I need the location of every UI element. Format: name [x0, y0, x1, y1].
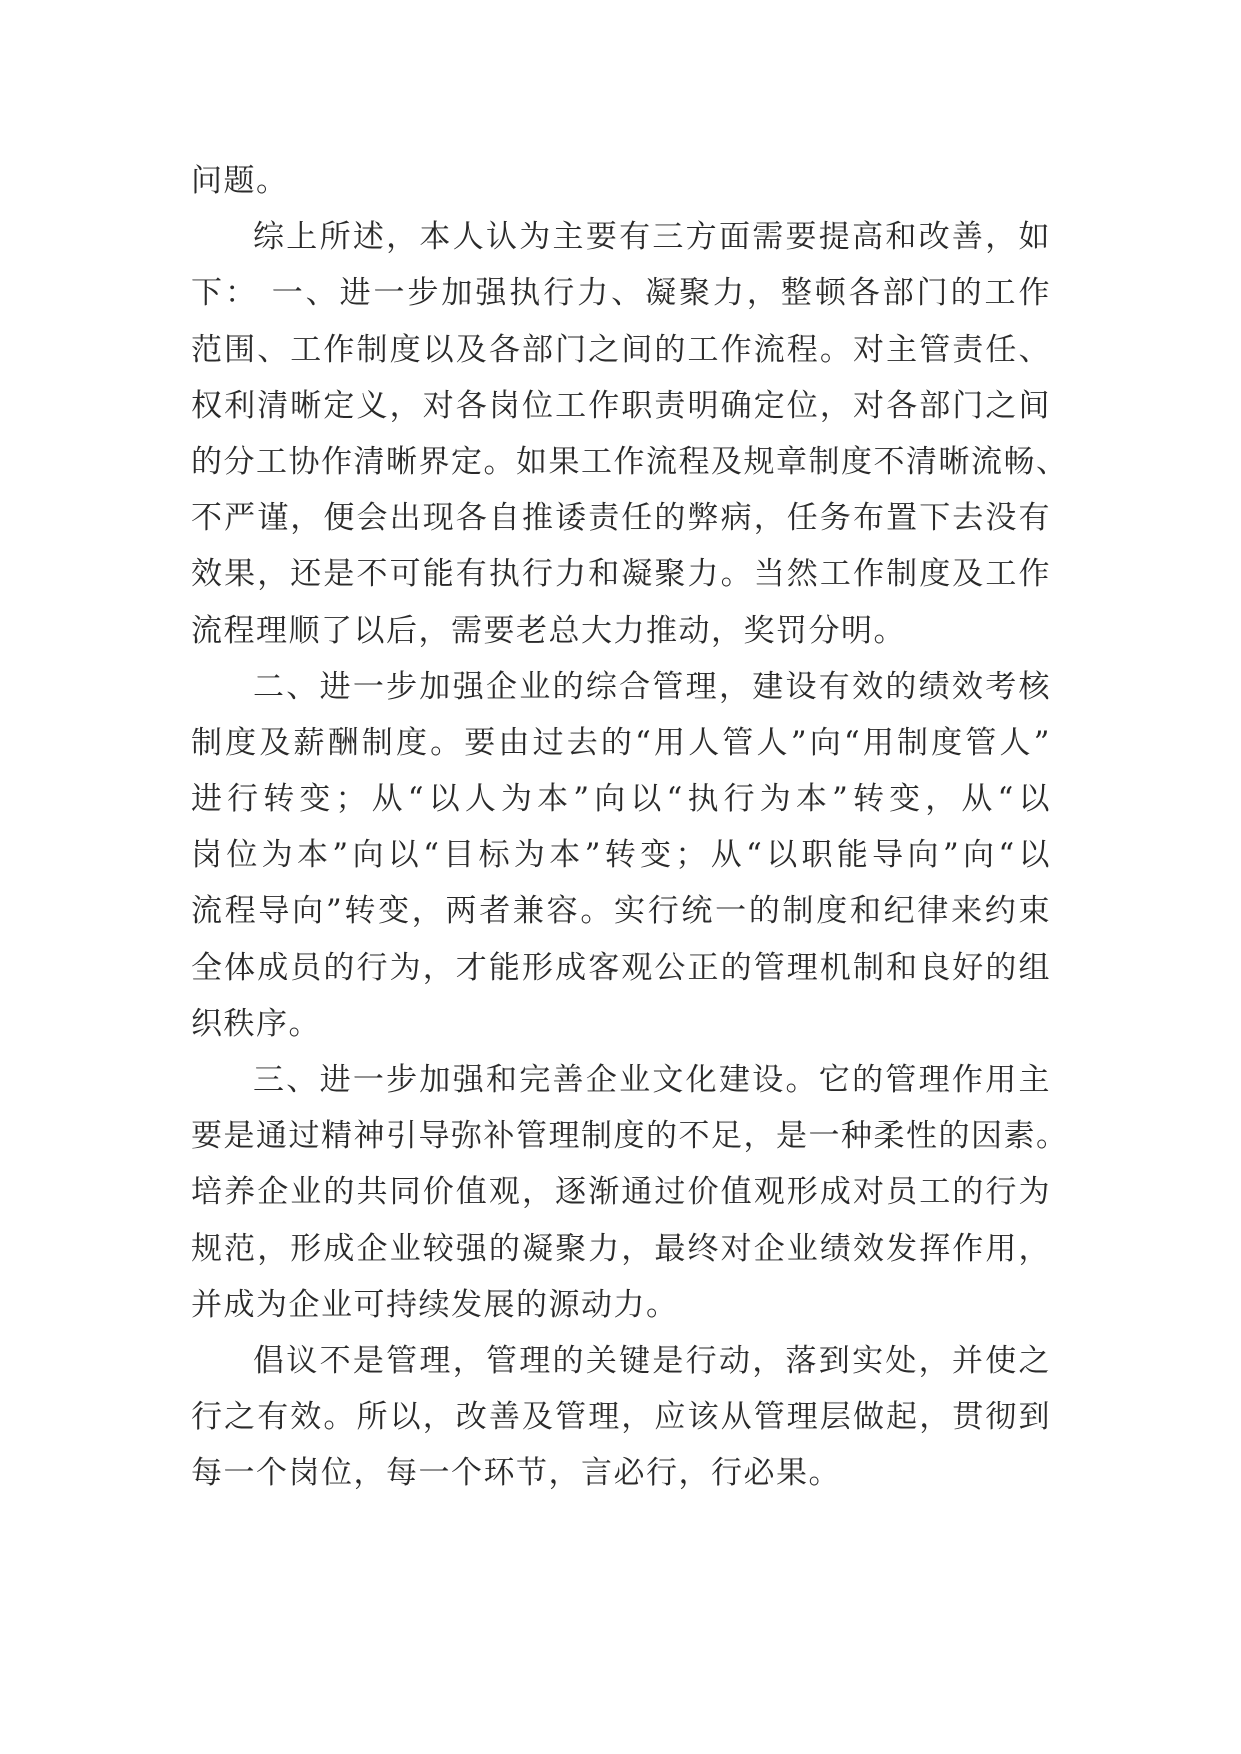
text-line: 流程理顺了以后，需要老总大力推动，奖罚分明。	[191, 612, 906, 649]
text-line: 的分工协作清晰界定。如果工作流程及规章制度不清晰流畅、	[191, 443, 1069, 480]
text-line: 岗位为本”向以“目标为本”转变；从“以职能导向”向“以	[191, 837, 1051, 874]
text-line: 全体成员的行为，才能形成客观公正的管理机制和良好的组	[191, 949, 1051, 986]
text-line: 要是通过精神引导弥补管理制度的不足，是一种柔性的因素。	[191, 1118, 1069, 1155]
text-line: 权利清晰定义，对各岗位工作职责明确定位，对各部门之间	[191, 387, 1051, 424]
text-line: 规范，形成企业较强的凝聚力，最终对企业绩效发挥作用，	[191, 1230, 1051, 1267]
text-line: 行之有效。所以，改善及管理，应该从管理层做起，贯彻到	[191, 1399, 1051, 1436]
text-line: 并成为企业可持续发展的源动力。	[191, 1286, 679, 1323]
text-line: 不严谨，便会出现各自推诿责任的弊病，任务布置下去没有	[191, 500, 1051, 537]
text-line: 效果，还是不可能有执行力和凝聚力。当然工作制度及工作	[191, 556, 1051, 593]
paragraph-summary-start: 综上所述，本人认为主要有三方面需要提高和改善，如	[253, 219, 1051, 256]
text-line: 织秩序。	[191, 1005, 321, 1042]
paragraph-conclusion-start: 倡议不是管理，管理的关键是行动，落到实处，并使之	[253, 1342, 1051, 1379]
text-line: 流程导向”转变，两者兼容。实行统一的制度和纪律来约束	[191, 893, 1051, 930]
text-line: 每一个岗位，每一个环节，言必行，行必果。	[191, 1455, 841, 1492]
body-text	[191, 153, 1069, 1502]
text-line: 进行转变；从“以人为本”向以“执行为本”转变，从“以	[191, 781, 1051, 818]
text-line: 问题。	[191, 163, 289, 199]
text-line: 下： 一、进一步加强执行力、凝聚力，整顿各部门的工作	[191, 275, 1051, 312]
text-line: 范围、工作制度以及各部门之间的工作流程。对主管责任、	[191, 331, 1051, 368]
paragraph-item-two-start: 二、进一步加强企业的综合管理，建设有效的绩效考核	[253, 668, 1051, 705]
paragraph-item-three-start: 三、进一步加强和完善企业文化建设。它的管理作用主	[253, 1062, 1051, 1098]
text-line: 制度及薪酬制度。要由过去的“用人管人”向“用制度管人”	[191, 724, 1051, 761]
text-line: 培养企业的共同价值观，逐渐通过价值观形成对员工的行为	[191, 1174, 1051, 1211]
